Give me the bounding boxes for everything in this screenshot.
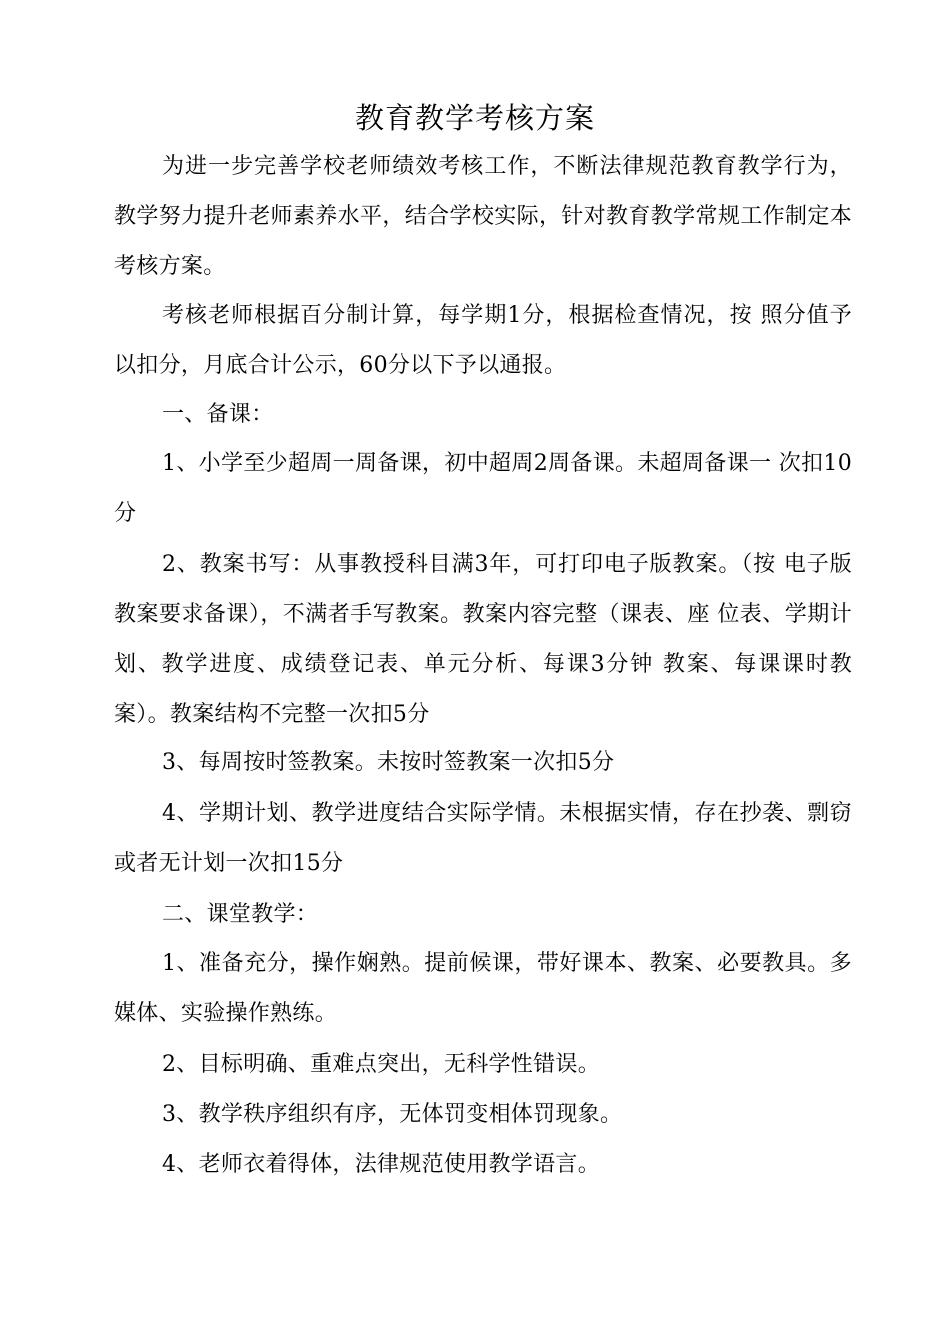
classroom-item-2: 2、目标明确、重难点突出，无科学性错误。 xyxy=(162,1052,600,1077)
scoring-paragraph: 考核老师根据百分制计算，每学期1分，根据检查情况，按 照分值予以扣分，月底合计公示，60分以下予以通报。 xyxy=(114,303,852,378)
intro-paragraph: 为进一步完善学校老师绩效考核工作，不断法律规范教育教学行为， 教学努力提升老师素养水平，结合学校实际，针对教育教学常规工作制定本考核方案。 xyxy=(114,154,852,279)
section-heading-classroom: 二、课堂教学： xyxy=(162,902,319,927)
lesson-prep-item-4: 4、学期计划、教学进度结合实际学情。未根据实情，存在抄袭、剽窃或者无计划一次扣15分 xyxy=(114,801,852,876)
lesson-prep-item-1: 1、小学至少超周一周备课，初中超周2周备课。未超周备课一 次扣10分 xyxy=(114,451,852,526)
section-heading-lesson-prep: 一、备课： xyxy=(162,402,274,427)
classroom-item-3: 3、教学秩序组织有序，无体罚变相体罚现象。 xyxy=(162,1102,623,1127)
classroom-item-1: 1、准备充分，操作娴熟。提前候课，带好课本、教案、必要教具。多媒体、实验操作熟练。 xyxy=(114,951,852,1026)
document-title: 教育教学考核方案 xyxy=(354,101,595,135)
classroom-item-4: 4、老师衣着得体，法律规范使用教学语言。 xyxy=(162,1152,600,1177)
lesson-prep-item-2: 2、教案书写：从事教授科目满3年，可打印电子版教案。（按 电子版教案要求备课），不满者手写教案。教案内容完整（课表、座 位表、学期计划、教学进度、成绩登记表、单元分析、每课3分钟 教案、每课课时教案）。教案结构不完整一次扣5分 xyxy=(114,552,852,727)
lesson-prep-item-3: 3、每周按时签教案。未按时签教案一次扣5分 xyxy=(162,750,615,775)
